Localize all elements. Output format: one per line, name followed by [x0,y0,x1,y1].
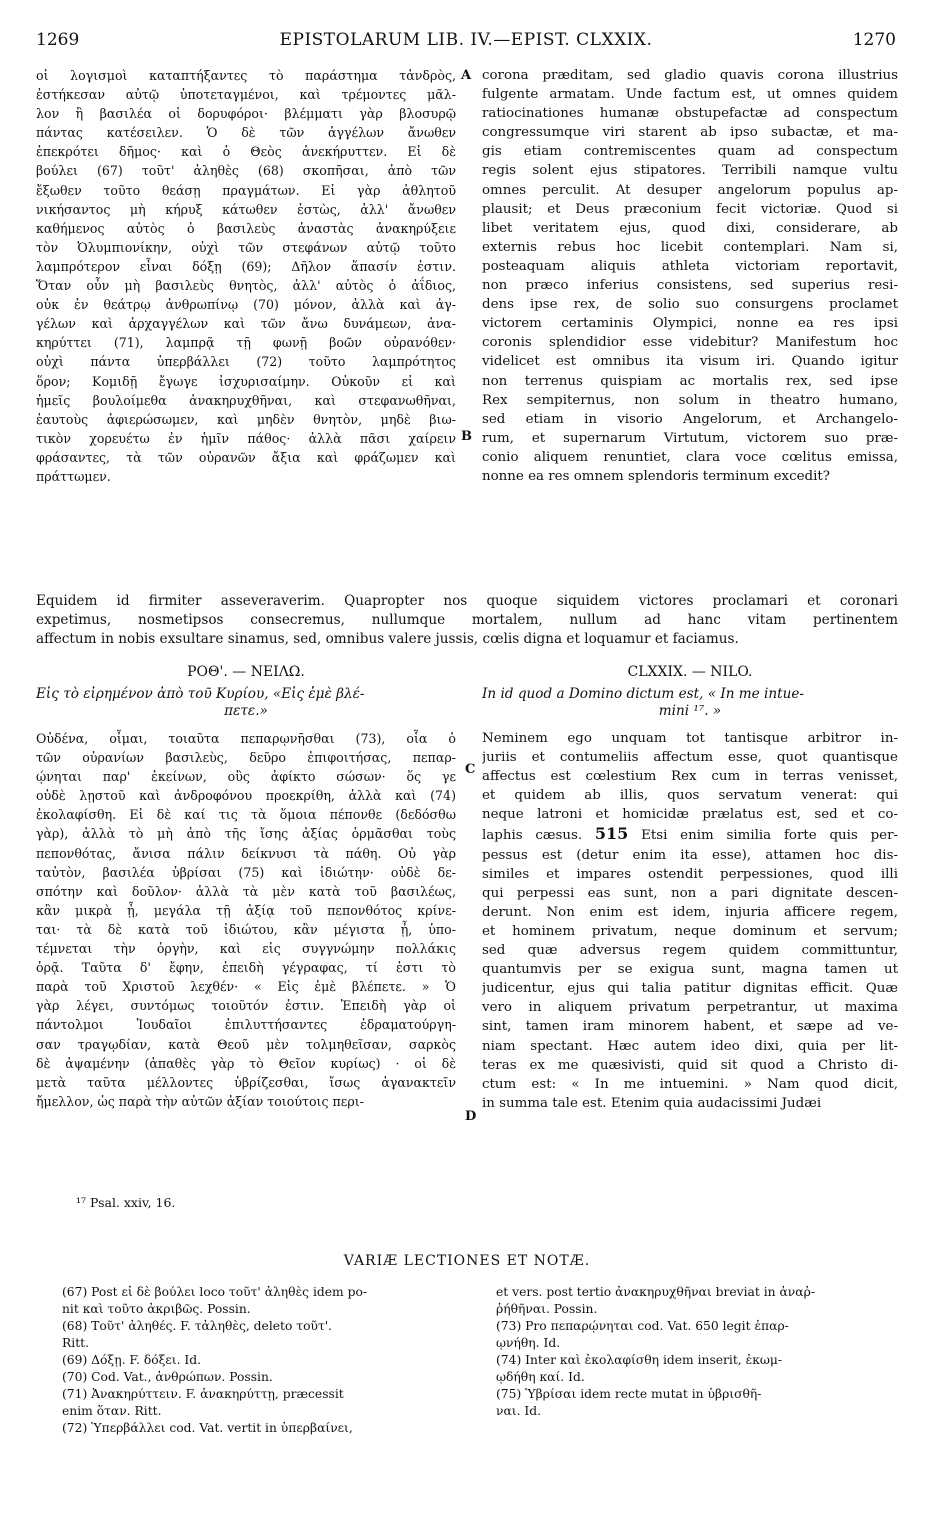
text-line: ἡμεῖς βουλοίμεθα ἀνακηρυχθῆναι, καὶ στεφανωθῆναι, [36,392,456,408]
text-line: γὰρ λέγει, συντόμως τοιοῦτόν ἐστιν. Ἐπειδὴ γὰρ οἱ [36,998,456,1014]
text-line: in summa tale est. Etenim quia audacissimi Judæi [482,1095,822,1111]
margin-letter-d: D [465,1109,477,1124]
text-line: Οὐδένα, οἶμαι, τοιαῦτα πεπαρῳνῆσθαι (73), οἷα ὁ [36,731,456,746]
latin-column-body [482,729,898,1113]
text-line: non præco inferius consistens, sed superius resi- [482,278,898,294]
text-line: ὅρον; Κομιδῇ ἔγωγε ἰσχυρισαίμην. Οὐκοῦν εἰ καὶ [36,373,456,389]
text-line: ται· τὰ δὲ κατὰ τοῦ ἰδιώτου, κἂν μέγιστα ᾖ, ὑπο- [36,921,456,937]
latin-full-width [36,592,898,649]
text-line: sed etiam in visorio Angelorum, et Archangelo- [482,411,898,427]
footnote: ¹⁷ Psal. xxiv, 16. [76,1195,176,1210]
text-line: δὲ ἀψαμένην (ἀπαθὲς γὰρ τὸ Θεῖον κυρίως) · οἱ δὲ [36,1055,456,1071]
text-line: Neminem ego unquam tot tantisque arbitror in- [482,731,898,746]
text-line: judicentur, ejus qui talia patitur dignitas efficit. Quæ [482,981,898,997]
text-line: τικὸν χορευέτω ἐν ἡμῖν πάθος· ἀλλὰ πᾶσι χαίρειν [36,430,456,446]
page-header [36,30,896,54]
text-line: coronis splendidior esse videbitur? Manifestum hoc [482,335,898,351]
text-line: καθήμενος αὐτὸς ὁ βασιλεὺς ἀναστὰς ἀνακηρύξειε [36,220,456,236]
text-line: ναι. Id. [496,1404,542,1418]
text-line: fulgente armatam. Unde factum est, ut omnes quidem [482,87,898,103]
text-line: πάντας κατέσειλεν. Ὁ δὲ τῶν ἀγγέλων ἄνωθεν [36,125,456,141]
text-line: neque latroni et homicidæ prælatus est, sed et co- [482,807,898,823]
text-line: vero in aliquem privatum perpetrantur, ut maxima [482,1000,898,1016]
text-line: videlicet est omnibus ita visum iri. Quando igitur [482,354,898,370]
text-line: οὐκ ἐν θεάτρῳ ἀνθρωπίνῳ (70) μόνον, ἀλλὰ καὶ ἀγ- [36,297,456,313]
notes-right-column [496,1284,901,1420]
text-line: affectus est cœlestium Rex cum in terras venisset, [482,769,898,785]
greek-subtitle [36,686,456,720]
text-line: νικήσαντος μὴ κήρυξ κάτωθεν ἑστὼς, ἀλλ' ἄνωθεν [36,201,456,217]
text-line: niam spectant. Hæc autem ideo dixi, quia per lit- [482,1038,898,1054]
text-line: πεπονθότας, ἄνισα πάλιν δείκνυσι τὰ πάθη. Οὐ γὰρ [36,845,456,861]
text-line: sint, tamen iram minorem habent, et sæpe ad ve- [482,1019,898,1035]
text-line: λον ἢ βασιλέα οἱ δορυφόροι· βλέμματι γὰρ βλοσυρῷ [36,106,456,122]
text-line: derunt. Non enim est idem, injuria afficere regem, [482,904,898,920]
text-line: qui perpessi eas sunt, non a pari dignitate descen- [482,885,898,901]
text-line: κἂν μικρὰ ᾖ, μεγάλα τῇ ἀξίᾳ τοῦ πεπονθότος κρίνε- [36,902,456,918]
text-line: plausit; et Deus præconium fecit victoriæ. Quod si [482,201,898,217]
text-line: μετὰ ταῦτα μέλλοντες ὑβρίζεσθαι, ἴσως ἀγανακτεῖν [36,1074,456,1090]
text-line: enim ὅταν. Ritt. [62,1404,162,1418]
text-line: ἑαυτοὺς ἀφιερώσωμεν, καὶ μηδὲν θνητὸν, μηδὲ βιω- [36,411,456,427]
text-line: ἐπεκρότει δῆμος· καὶ ὁ Θεὸς ἀνεκήρυττεν. Εἰ δὲ [36,144,456,160]
text-line: et hominem privatum, neque dominum et servum; [482,923,898,939]
margin-letter-a: A [461,68,472,83]
text-line: ratiocinationes humanæ obstupefactæ ad conspectum [482,106,898,122]
latin-subtitle-line-2: mini ¹⁷. » [658,703,722,719]
text-line: libet veritatem ejus, quod dixi, considerare, ab [482,220,898,236]
page-number-left: 1269 [36,30,80,50]
text-line: sed quæ adversus regem quidem committuntur, [482,943,898,959]
text-line: omnes perculit. At desuper angelorum populus ap- [482,182,898,198]
margin-letter-c: C [465,762,476,777]
text-line: laphis cæsus. 515 Etsi enim similia forte quis per- [482,824,898,844]
text-line: Ritt. [62,1336,89,1350]
text-line: (67) Post εἰ δὲ βούλει loco τοῦτ' ἀληθὲς idem po- [62,1285,368,1299]
text-line: nonne ea res omnem splendoris terminum excedit? [482,468,830,484]
greek-letter-heading: ΡΟΘ'. — ΝΕΙΛΩ. [187,664,305,680]
text-line: externis rebus hoc licebit contemplari. Nam si, [482,239,898,255]
text-line: quantumvis per se exigua sunt, magna tamen ut [482,962,898,978]
greek-column-top [36,66,456,486]
text-line: non terrenus quispiam ac mortalis rex, sed ipse [482,373,898,389]
text-line: ctum est: « In me intuemini. » Nam quod dicit, [482,1076,898,1092]
text-line: nit καὶ τοῦτο ἀκριβῶς. Possin. [62,1302,251,1316]
latin-subtitle-line-1: In id quod a Domino dictum est, « In me intue- [482,686,805,702]
text-line: οἱ λογισμοὶ καταπτήξαντες τὸ παράστημα τἀνδρὸς, [36,68,456,83]
text-line: (74) Inter καὶ ἐκολαφίσθη idem inserit, ἐκωμ- [496,1353,783,1367]
greek-subtitle-line-2: πετε.» [224,703,268,719]
variae-heading: VARIÆ LECTIONES ET NOTÆ. [343,1253,591,1269]
text-line: corona præditam, sed gladio quavis corona illustrius [482,68,898,83]
margin-letter-b: B [461,429,472,444]
text-line: ῳνήθη. Id. [496,1336,561,1350]
text-line: τέμνεται τὴν ὀργὴν, καὶ εἰς συγγνώμην πολλάκις [36,941,456,957]
running-title: EPISTOLARUM LIB. IV.—EPIST. CLXXIX. [279,30,653,50]
text-line: expetimus, nosmetipsos consecremus, nullumque mortalem, nullum ad hanc vitam pertinentem [36,612,898,629]
text-line: (73) Pro πεπαρῴνηται cod. Vat. 650 legit ἐπαρ- [496,1319,789,1333]
greek-column-body [36,729,456,1111]
text-line: ἐστήκεσαν αὐτῷ ὑποτεταγμένοι, καὶ τρέμοντες μᾶλ- [36,87,456,103]
text-line: conio aliquem renuntiet, clara voce cœlitus emissa, [482,449,898,465]
page-number-right: 1270 [852,30,896,50]
text-line: regis solent ejus stipatores. Terribili namque vultu [482,163,898,179]
text-line: dens ipse rex, de solio suo consurgens proclamet [482,297,898,313]
text-line: Rex sempiternus, non solum in theatro humano, [482,392,898,408]
text-line: γὰρ), ἀλλὰ τὸ μὴ ἀπὸ τῆς ἴσης ἀξίας ὁρμᾶσθαι τοὺς [36,826,456,842]
greek-subtitle-line-1: Εἰς τὸ εἰρημένον ἀπὸ τοῦ Κυρίου, «Εἰς ἐμὲ βλέ- [36,686,365,702]
text-line: πράττωμεν. [36,468,111,484]
text-line: ταὐτὸν, βασιλέα ὑβρίσαι (75) καὶ ἰδιώτην· οὐδὲ δε- [36,864,456,880]
text-line: et quidem ab illis, quos servatum venerat: qui [482,788,898,804]
text-line: congressumque viri starent ab ipso subactæ, et ma- [482,125,898,141]
text-line: κηρύττει (71), λαμπρᾷ τῇ φωνῇ βοῶν οὐρανόθεν· [36,335,456,351]
text-line: φράσαντες, τὰ τῶν οὐρανῶν ἄξια καὶ φράζωμεν καὶ [36,449,456,465]
text-line: pessus est (detur enim ita esse), attamen hoc dis- [482,847,898,863]
text-line: πάντολμοι Ἰουδαῖοι ἐπιλυττήσαντες ἐδραματούργη- [36,1017,456,1033]
text-line: Ὅταν οὖν μὴ βασιλεὺς θνητὸς, ἀλλ' αὐτὸς ὁ ἀΐδιος, [36,278,456,294]
text-line: γέλων καὶ ἀρχαγγέλων καὶ τῶν ἄνω δυνάμεων, ἀνα- [36,316,456,332]
text-line: οὐδὲ λῃστοῦ καὶ ἀνδροφόνου προεκρίθη, ἀλλὰ καὶ (74) [36,788,456,804]
text-line: λαμπρότερον εἶναι δόξῃ (69); Δῆλον ἅπασίν ἐστιν. [36,258,456,274]
text-line: (68) Τοῦτ' ἀληθές. F. τἀληθὲς, deleto τοῦτ'. [62,1319,333,1333]
text-line: ῳδήθη καί. Id. [496,1370,585,1384]
text-line: affectum in nobis exsultare sinamus, sed, omnibus valere jussis, cœlis digna et loquamur et faciamus. [36,631,739,648]
text-line: (72) Ὑπερβάλλει cod. Vat. vertit in ὑπερβαίνει, [62,1421,353,1435]
text-line: ἤμελλον, ὡς παρὰ τὴν αὐτῶν ἀξίαν τοιούτοις περι- [36,1093,364,1109]
text-line: et vers. post tertio ἀνακηρυχθῆναι breviat in ἀναῤ- [496,1285,815,1299]
text-line: ῴνηται παρ' ἐκείνων, οὓς ἀφίκτο σώσων· ὅς γε [36,769,456,785]
text-line: ῥήθῆναι. Possin. [496,1302,598,1316]
text-line: (71) Ἀνακηρύττειν. F. ἀνακηρύττῃ, præcessit [62,1387,344,1401]
text-line: παρὰ τοῦ Χριστοῦ λεχθέν· « Εἰς ἐμὲ βλέπετε. » Ὁ [36,979,456,995]
text-line: τῶν οὐρανίων βασιλεὺς, δεῦρο ἐπιφοιτήσας, πεπαρ- [36,750,456,766]
text-line: posteaquam aliquis athleta victoriam reportavit, [482,258,898,274]
text-line: gis etiam contremiscentes quam ad conspectum [482,144,898,160]
latin-column-top [482,66,898,486]
text-line: ὁρᾷ. Ταῦτα δ' ἔφην, ἐπειδὴ γέγραφας, τί ἐστι τὸ [36,960,456,976]
text-line: rum, et supernarum Virtutum, victorem suo præ- [482,430,898,446]
text-line: ἔξωθεν τοῦτο θεάσῃ πραγμάτων. Εἰ γὰρ ἀθλητοῦ [36,182,456,198]
text-line: (70) Cod. Vat., ἀνθρώπων. Possin. [62,1370,273,1384]
text-line: Equidem id firmiter asseveraverim. Quapropter nos quoque siquidem victores proclamari et coronari [36,593,898,609]
text-line: βούλει (67) τοῦτ' ἀληθὲς (68) σκοπῆσαι, ἀπὸ τῶν [36,163,456,179]
notes-left-column [62,1284,457,1437]
text-line: σπότην καὶ δοῦλον· ἀλλὰ τὰ μὲν κατὰ τοῦ βασιλέως, [36,883,456,899]
text-line: teras ex me quæsivisti, quid sit quod a Christo di- [482,1057,898,1073]
text-line: σαν τραγῳδίαν, κατὰ Θεοῦ μὲν τολμηθεῖσαν, σαρκὸς [36,1036,456,1052]
text-line: victorem certaminis Olympici, nonne ea res ipsi [482,316,898,332]
inline-page-number: 515 [594,824,629,844]
text-line: (75) Ὑβρίσαι idem recte mutat in ὑβρισθῆ- [496,1387,762,1401]
text-line: (69) Δόξῃ. F. δόξει. Id. [62,1353,202,1367]
text-line: juriis et contumeliis affectum esse, quot quantisque [482,750,898,766]
text-line: similes et impares ostendit perpessiones, quod illi [482,866,898,882]
latin-letter-heading: CLXXIX. — NILO. [627,664,753,680]
text-line: τὸν Ὀλυμπιονίκην, οὐχὶ τῶν στεφάνων αὐτῷ τοῦτο [36,239,456,255]
latin-subtitle [482,686,898,720]
text-line: ἐκολαφίσθη. Εἰ δὲ καί τις τὰ ὅμοια πέπονθε (δεδόσθω [36,807,456,823]
text-line: οὐχὶ πάντα ὑπερβάλλει (72) τοῦτο λαμπρότητος [36,354,456,370]
